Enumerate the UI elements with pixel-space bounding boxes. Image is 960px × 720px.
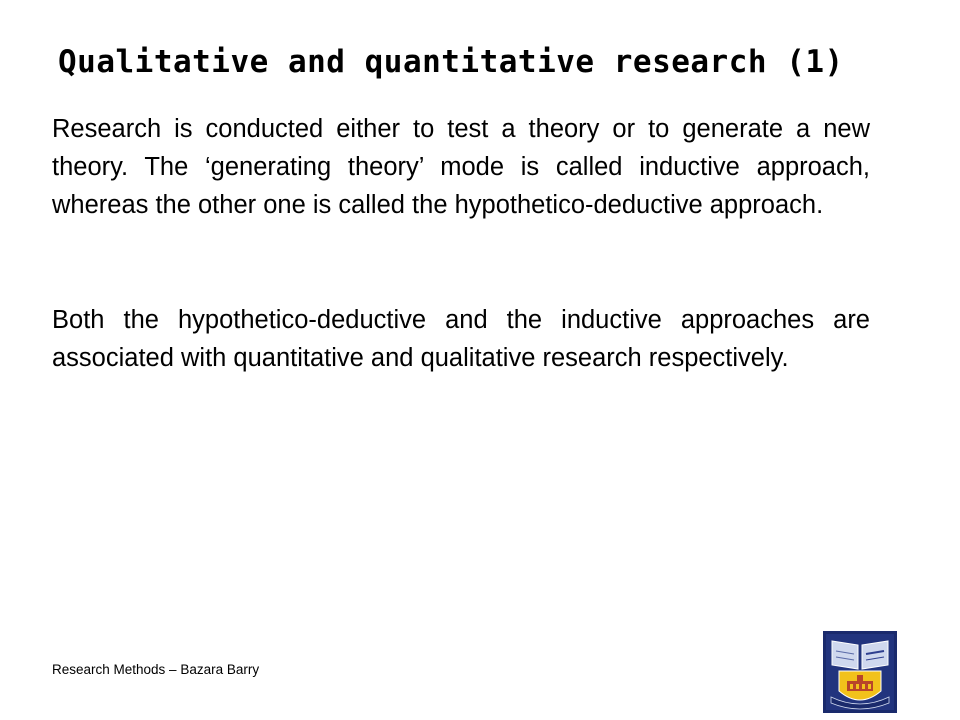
university-crest-icon <box>823 631 897 713</box>
body-paragraph-2: Both the hypothetico-deductive and the inductive approaches are associated with quantitative and qualitative research respectively. <box>52 306 870 372</box>
slide-title: Qualitative and quantitative research (1) <box>58 44 844 80</box>
body-paragraph-1: Research is conducted either to test a theory or to generate a new theory. The ‘generating theory’ mode is called inductive approach, whereas the other one is called the hypothetico-deductive approach. <box>52 115 870 219</box>
slide-footer: Research Methods – Bazara Barry <box>52 662 260 677</box>
